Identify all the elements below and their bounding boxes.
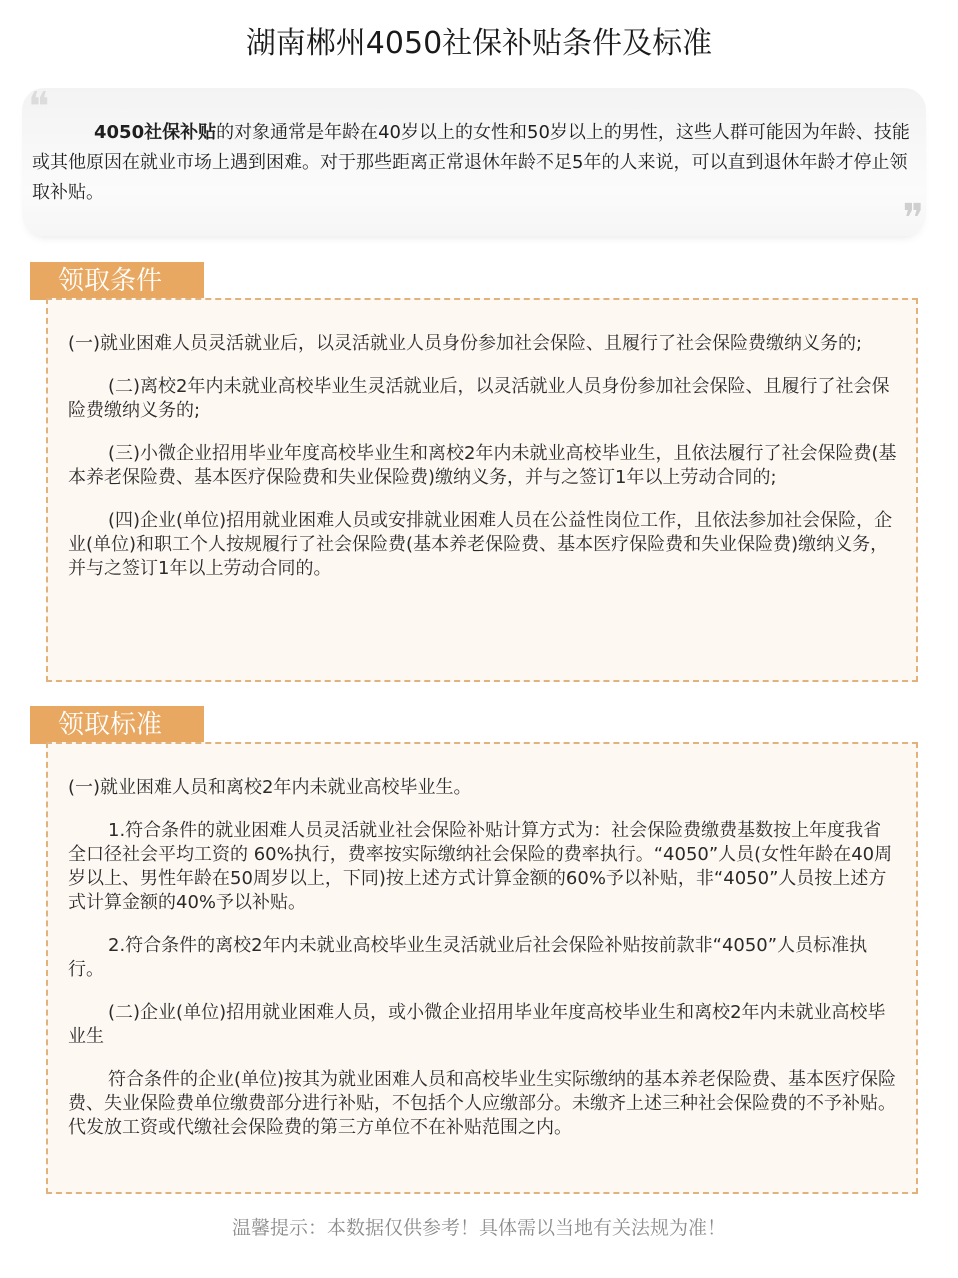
close-quote-icon: ❞ [902, 196, 924, 242]
standards-box [46, 742, 918, 1194]
condition-item: (二)离校2年内未就业高校毕业生灵活就业后，以灵活就业人员身份参加社会保险、且履行了社会保险费缴纳义务的; [68, 376, 890, 421]
standard-item: (一)就业困难人员和离校2年内未就业高校毕业生。 [68, 777, 472, 798]
condition-item: (一)就业困难人员灵活就业后，以灵活就业人员身份参加社会保险、且履行了社会保险费缴纳义务的; [68, 333, 863, 354]
intro-bold-term: 4050社保补贴 [94, 122, 217, 143]
standard-item: 2.符合条件的离校2年内未就业高校毕业生灵活就业后社会保险补贴按前款非“4050”人员标准执行。 [68, 935, 868, 980]
conditions-box [46, 298, 918, 682]
condition-item: (四)企业(单位)招用就业困难人员或安排就业困难人员在公益性岗位工作，且依法参加社会保险，企业(单位)和职工个人按规履行了社会保险费(基本养老保险费、基本医疗保险费和失业保险费)缴纳义务，并与之签订1年以上劳动合同的。 [68, 510, 893, 579]
standards-heading: 领取标准 [30, 706, 204, 744]
standard-item: 1.符合条件的就业困难人员灵活就业社会保险补贴计算方式为：社会保险费缴费基数按上年度我省全口径社会平均工资的 60%执行，费率按实际缴纳社会保险的费率执行。“4050”人员(女性年龄在40周岁以上、男性年龄在50周岁以上，下同)按上述方式计算金额的60%予以补贴，非“4050”人员按上述方式计算金额的40%予以补贴。 [68, 820, 893, 913]
open-quote-icon: ❝ [28, 84, 50, 130]
intro-text [32, 118, 916, 208]
page-title: 湖南郴州4050社保补贴条件及标准 [245, 26, 713, 61]
condition-item: (三)小微企业招用毕业年度高校毕业生和离校2年内未就业高校毕业生，且依法履行了社会保险费(基本养老保险费、基本医疗保险费和失业保险费)缴纳义务，并与之签订1年以上劳动合同的; [68, 443, 897, 488]
footer-note: 温馨提示：本数据仅供参考！具体需以当地有关法规为准！ [231, 1217, 726, 1239]
conditions-heading: 领取条件 [30, 262, 204, 300]
standard-item: 符合条件的企业(单位)按其为就业困难人员和高校毕业生实际缴纳的基本养老保险费、基本医疗保险费、失业保险费单位缴费部分进行补贴，不包括个人应缴部分。未缴齐上述三种社会保险费的不予补贴。代发放工资或代缴社会保险费的第三方单位不在补贴范围之内。 [68, 1069, 897, 1138]
intro-box [22, 84, 926, 242]
intro-body: 的对象通常是年龄在40岁以上的女性和50岁以上的男性，这些人群可能因为年龄、技能或其他原因在就业市场上遇到困难。对于那些距离正常退休年龄不足5年的人来说，可以直到退休年龄才停止领取补贴。 [32, 122, 910, 203]
standard-item: (二)企业(单位)招用就业困难人员，或小微企业招用毕业年度高校毕业生和离校2年内未就业高校毕业生 [68, 1002, 886, 1047]
